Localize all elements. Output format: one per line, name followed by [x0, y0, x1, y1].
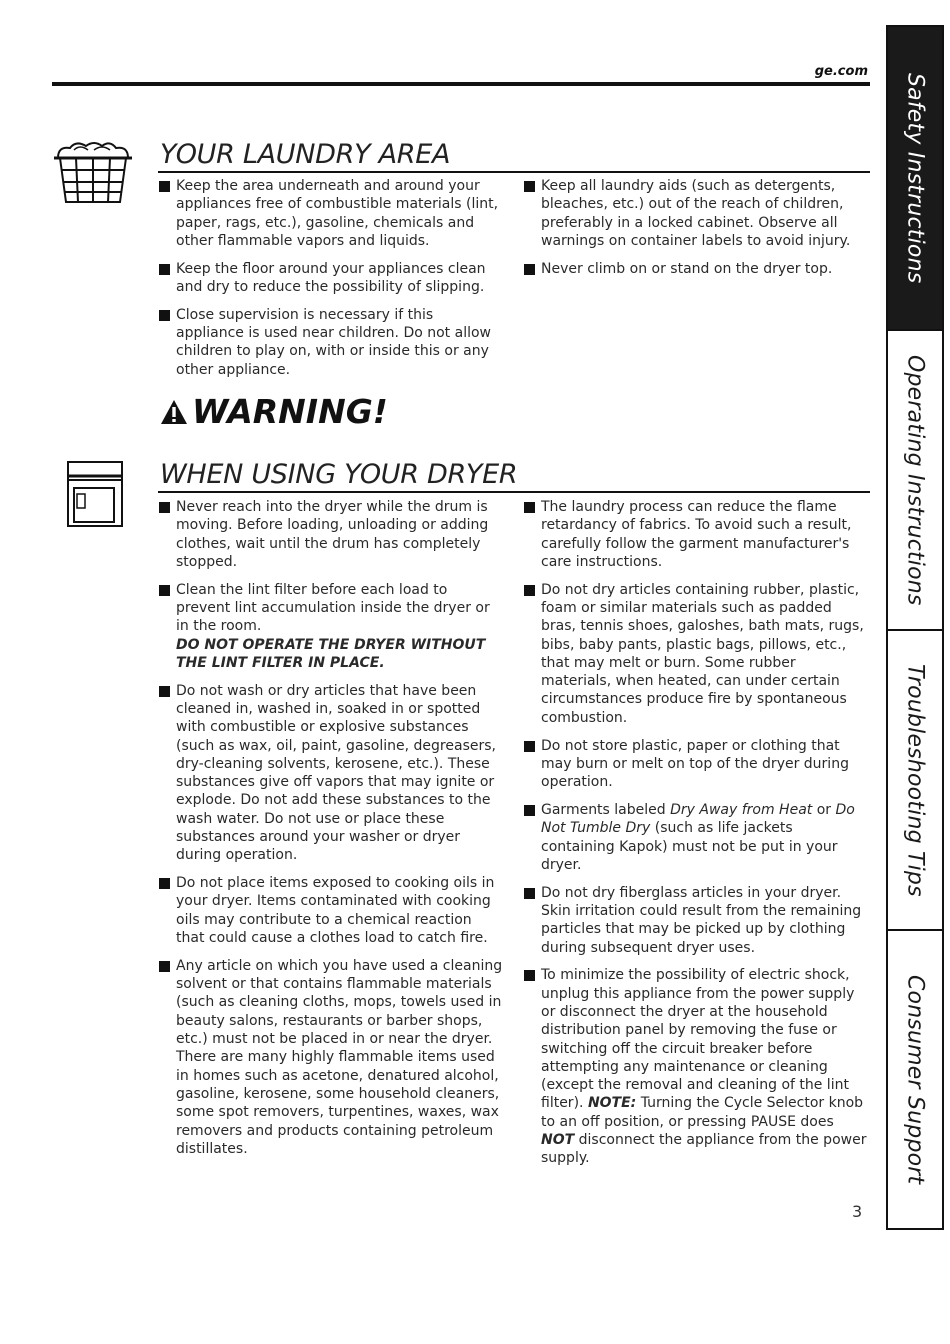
bullet-square [159, 585, 170, 596]
section-tabs [886, 25, 944, 1230]
page-number: 3 [852, 1202, 863, 1221]
list-item-text: Do not dry fiberglass articles in your dryer. Skin irritation could result from the remaining particles that may be picked up by clothing during subsequent dryer uses. [541, 884, 862, 956]
tab-label: Safety Instructions [902, 72, 928, 284]
bullet-square [159, 686, 170, 697]
not-emphasis: NOT [541, 1132, 575, 1148]
lint-filter-warning: DO NOT OPERATE THE DRYER WITHOUT THE LINT FILTER IN PLACE. [176, 636, 486, 671]
list-item-text: Never reach into the dryer while the drum is moving. Before loading, unloading or adding clothes, wait until the drum has completely stopped. [176, 499, 489, 570]
list-item-text: Do not place items exposed to cooking oils in your dryer. Items contaminated with cooking oils may contribute to a chemical reaction that could cause a clothes load to catch fire. [176, 875, 495, 947]
laundry-area-title: YOUR LAUNDRY AREA [160, 139, 451, 170]
list-item-text: Never climb on or stand on the dryer top. [541, 260, 833, 277]
list-item [158, 498, 503, 571]
list-item [158, 177, 503, 250]
note-label: NOTE: [587, 1095, 637, 1112]
list-item-text: To minimize the possibility of electric shock, unplug this appliance from the power supply or disconnect the dryer at the household distribution panel by removing the fuse or switching off the circuit breaker before attempting any maintenance or cleaning (except the removal and cleaning of the lint filter). [541, 967, 855, 1112]
list-item-text: Keep the area underneath and around your appliances free of combustible materials (lint, paper, rags, etc.), gasoline, chemicals and other flammable vapors and liquids. [176, 178, 499, 249]
dryer-icon [64, 458, 126, 530]
label-do-not-tumble-dry: Do Not Tumble Dry [541, 801, 855, 837]
bullet-square [524, 888, 535, 899]
using-dryer-left-column [158, 498, 503, 1168]
warning-triangle-icon [160, 399, 188, 425]
warning-label: WARNING! [192, 392, 388, 431]
list-item-text: disconnect the appliance from the power supply. [541, 1132, 867, 1167]
list-item [158, 306, 503, 379]
list-item-text: Do not dry articles containing rubber, plastic, foam or similar materials such as padded bras, tennis shoes, galoshes, bath mats, rugs, bibs, baby pants, plastic bags, pillows, etc., that may melt or burn. Some rubber materials, when heated, can under certain circumstances produce fire by spontaneous combustion. [541, 581, 864, 726]
bullet-square [524, 502, 535, 513]
list-item [523, 177, 868, 250]
tab-consumer-support[interactable] [888, 929, 942, 1228]
list-item [158, 957, 503, 1158]
bullet-square [524, 585, 535, 596]
list-item-text: Keep the floor around your appliances clean and dry to reduce the possibility of slipping. [176, 260, 486, 295]
using-dryer-title: WHEN USING YOUR DRYER [160, 459, 518, 490]
tab-label: Consumer Support [902, 974, 928, 1185]
bullet-square [159, 310, 170, 321]
laundry-area-left-column [158, 177, 503, 388]
list-item-text: Keep all laundry aids (such as detergents, bleaches, etc.) out of the reach of children, preferably in a locked cabinet. Observe all warnings on container labels to avoid injury. [541, 178, 851, 249]
using-dryer-right-column [523, 498, 868, 1177]
list-item [523, 498, 868, 571]
list-item [523, 581, 868, 727]
list-item [523, 737, 868, 792]
header-rule [52, 82, 870, 86]
bullet-square [159, 961, 170, 972]
list-item [158, 682, 503, 865]
bullet-square [524, 181, 535, 192]
list-item [523, 884, 868, 957]
list-item [158, 260, 503, 297]
list-item-text: Garments labeled [541, 801, 671, 818]
list-item [523, 966, 868, 1167]
bullet-square [524, 805, 535, 816]
warning-heading [160, 392, 388, 431]
list-item-text: Do not wash or dry articles that have been cleaned in, washed in, soaked in or spotted with combustible or explosive substances (such as wax, oil, paint, gasoline, degreasers, dry-cleaning solvents, kerosene, etc.). These substances give off vapors that may ignite or explode. Do not add these substances to the wash water. Do not use or place these substances around your washer or dryer during operation. [176, 682, 496, 864]
list-item [158, 581, 503, 672]
list-item [158, 874, 503, 947]
tab-label: Troubleshooting Tips [902, 663, 928, 897]
list-item [523, 260, 868, 278]
list-item-text: Do not store plastic, paper or clothing that may burn or melt on top of the dryer during operation. [541, 737, 849, 791]
list-item-text: (such as life jackets containing Kapok) must not be put in your dryer. [541, 820, 838, 873]
using-dryer-rule [158, 491, 870, 493]
site-url: ge.com [814, 64, 868, 79]
tab-operating-instructions[interactable] [888, 329, 942, 629]
tab-label: Operating Instructions [902, 354, 928, 606]
bullet-square [159, 502, 170, 513]
list-item-text: or [812, 801, 836, 818]
list-item-text: Close supervision is necessary if this appliance is used near children. Do not allow children to play on, with or inside this or any other appliance. [176, 306, 491, 378]
bullet-square [159, 264, 170, 275]
list-item-text: Clean the lint filter before each load to prevent lint accumulation inside the dryer or in the room. [176, 581, 490, 635]
bullet-square [524, 970, 535, 981]
list-item [523, 801, 868, 874]
list-item-text: Any article on which you have used a cleaning solvent or that contains flammable materials (such as cleaning cloths, mops, towels used in beauty salons, restaurants or barber shops, etc.) must not be placed in or near the dryer. There are many highly flammable items used in homes such as acetone, denatured alcohol, gasoline, kerosene, some household cleaners, some spot removers, turpentines, waxes, wax removers and products containing petroleum distillates. [176, 957, 503, 1157]
bullet-square [524, 264, 535, 275]
laundry-area-right-column [523, 177, 868, 287]
label-dry-away-from-heat: Dry Away from Heat [670, 801, 813, 818]
list-item-text: The laundry process can reduce the flame retardancy of fabrics. To avoid such a result, carefully follow the garment manufacturer's care instructions. [541, 499, 852, 570]
laundry-area-rule [158, 171, 870, 173]
bullet-square [159, 878, 170, 889]
bullet-square [159, 181, 170, 192]
list-item-text: Turning the Cycle Selector knob to an off position, or pressing PAUSE does [541, 1095, 864, 1130]
bullet-square [524, 741, 535, 752]
tab-troubleshooting-tips[interactable] [888, 629, 942, 929]
tab-safety-instructions[interactable] [888, 27, 942, 329]
laundry-basket-icon [50, 138, 136, 208]
